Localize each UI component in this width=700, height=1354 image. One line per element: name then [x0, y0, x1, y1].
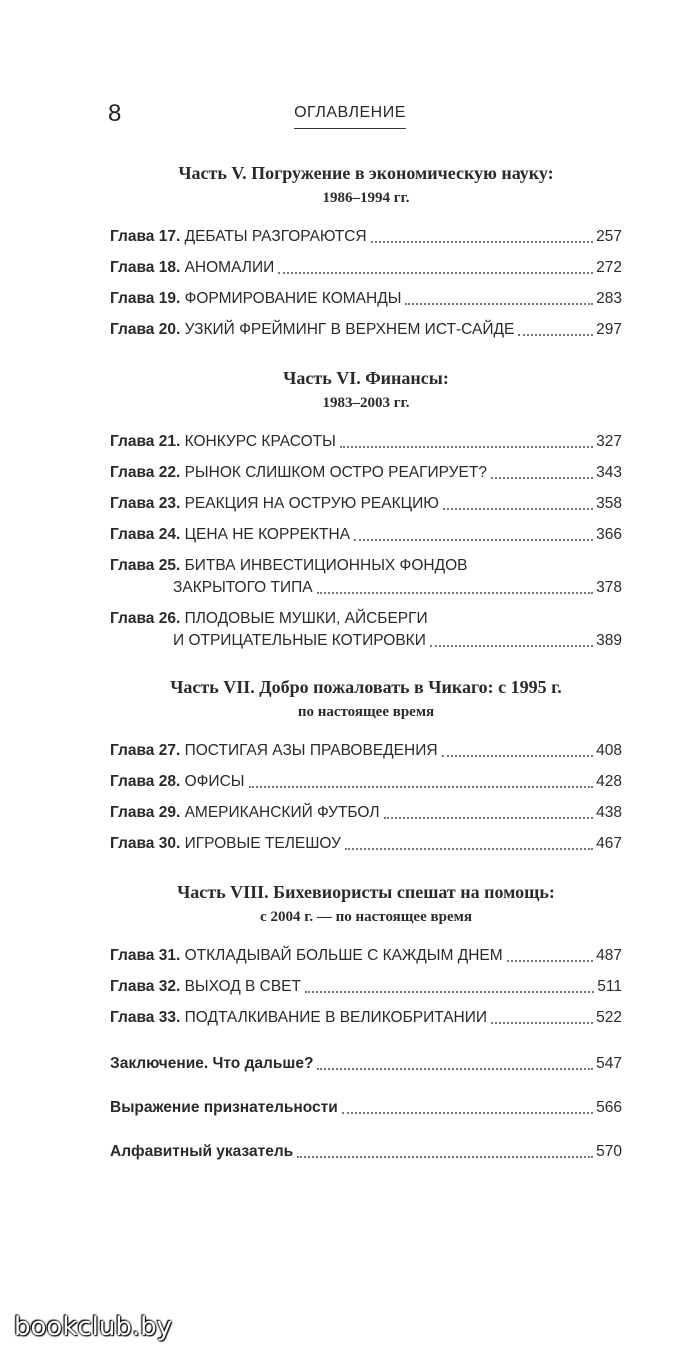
part-subtitle: по настоящее время: [297, 704, 435, 720]
chapter-title: ПЛОДОВЫЕ МУШКИ, АЙСБЕРГИ: [184, 610, 428, 627]
chapter-label: Глава 20.: [110, 321, 181, 338]
chapter-page: 487: [596, 947, 622, 964]
dot-leader: [518, 334, 593, 336]
chapter-page: 522: [596, 1009, 622, 1026]
toc-entry[interactable]: [110, 493, 622, 515]
toc-entry[interactable]: [110, 771, 622, 793]
dot-leader: [345, 848, 593, 850]
part-subtitle: 1986–1994 гг.: [322, 190, 410, 206]
running-head: [0, 104, 700, 129]
toc-entry[interactable]: [110, 1007, 622, 1029]
chapter-title: АМЕРИКАНСКИЙ ФУТБОЛ: [184, 804, 380, 821]
chapter-page: 358: [596, 495, 622, 512]
dot-leader: [443, 508, 593, 510]
chapter-label: Глава 30.: [110, 835, 181, 852]
chapter-title: ДЕБАТЫ РАЗГОРАЮТСЯ: [184, 228, 367, 245]
toc-entry[interactable]: [110, 945, 622, 967]
dot-leader: [354, 539, 593, 541]
chapter-page: 428: [596, 773, 622, 790]
chapter-label: Глава 27.: [110, 742, 181, 759]
chapter-label: Глава 25.: [110, 557, 181, 574]
page-number: 8: [108, 100, 122, 127]
chapter-title: АНОМАЛИИ: [184, 259, 275, 276]
chapter-label: Глава 24.: [110, 526, 181, 543]
entry-page: 547: [596, 1055, 622, 1072]
chapter-title: УЗКИЙ ФРЕЙМИНГ В ВЕРХНЕМ ИСТ-САЙДЕ: [184, 321, 515, 338]
dot-leader: [384, 817, 594, 819]
part-heading: [110, 160, 622, 210]
chapter-label: Глава 22.: [110, 464, 181, 481]
toc-entry[interactable]: [110, 802, 622, 824]
chapter-page: 366: [596, 526, 622, 543]
entry-title: Заключение. Что дальше?: [110, 1055, 314, 1072]
chapter-label: Глава 32.: [110, 978, 181, 995]
toc-entry-acknowledgements[interactable]: [110, 1097, 622, 1119]
chapter-title: ЦЕНА НЕ КОРРЕКТНА: [184, 526, 351, 543]
chapter-page: 438: [596, 804, 622, 821]
chapter-label: Глава 33.: [110, 1009, 181, 1026]
dot-leader: [405, 303, 593, 305]
dot-leader: [340, 446, 593, 448]
part-title: Часть VI. Финансы:: [283, 368, 449, 388]
entry-page: 570: [596, 1143, 622, 1160]
dot-leader: [371, 241, 594, 243]
toc-entry[interactable]: [110, 288, 622, 310]
toc-entry[interactable]: [110, 976, 622, 998]
chapter-label: Глава 21.: [110, 433, 181, 450]
dot-leader: [317, 592, 594, 594]
dot-leader: [297, 1156, 593, 1158]
chapter-page: 297: [596, 321, 622, 338]
toc-entry[interactable]: [110, 431, 622, 453]
toc-entry-index[interactable]: [110, 1141, 622, 1163]
chapter-title: РЕАКЦИЯ НА ОСТРУЮ РЕАКЦИЮ: [184, 495, 439, 512]
chapter-page: 327: [596, 433, 622, 450]
chapter-title: ПОДТАЛКИВАНИЕ В ВЕЛИКОБРИТАНИИ: [184, 1009, 488, 1026]
part-subtitle: с 2004 г. — по настоящее время: [260, 909, 472, 925]
toc-entry-conclusion[interactable]: [110, 1053, 622, 1075]
chapter-label: Глава 26.: [110, 610, 181, 627]
chapter-title: ПОСТИГАЯ АЗЫ ПРАВОВЕДЕНИЯ: [184, 742, 438, 759]
chapter-page: 272: [596, 259, 622, 276]
part-subtitle: 1983–2003 гг.: [322, 395, 410, 411]
dot-leader: [305, 991, 594, 993]
chapter-page: 511: [597, 978, 622, 995]
dot-leader: [317, 1068, 593, 1070]
part-heading: [110, 674, 622, 724]
part-heading: [110, 879, 622, 929]
chapter-title: ОТКЛАДЫВАЙ БОЛЬШЕ С КАЖДЫМ ДНЕМ: [184, 947, 503, 964]
chapter-page: 257: [596, 228, 622, 245]
table-of-contents: [110, 160, 622, 1163]
dot-leader: [507, 960, 593, 962]
part-title: Часть VII. Добро пожаловать в Чикаго: с 1995 г.: [170, 677, 562, 697]
chapter-title: РЫНОК СЛИШКОМ ОСТРО РЕАГИРУЕТ?: [184, 464, 487, 481]
chapter-page: 467: [596, 835, 622, 852]
entry-title: Алфавитный указатель: [110, 1143, 294, 1160]
chapter-title: БИТВА ИНВЕСТИЦИОННЫХ ФОНДОВ: [184, 557, 468, 574]
chapter-page: 408: [596, 742, 622, 759]
toc-entry[interactable]: [110, 555, 622, 599]
part-heading: [110, 365, 622, 415]
chapter-label: Глава 19.: [110, 290, 181, 307]
dot-leader: [249, 786, 594, 788]
running-head-text: ОГЛАВЛЕНИЕ: [294, 104, 406, 129]
chapter-title: ФОРМИРОВАНИЕ КОМАНДЫ: [184, 290, 402, 307]
toc-entry[interactable]: [110, 226, 622, 248]
chapter-title: ИГРОВЫЕ ТЕЛЕШОУ: [184, 835, 341, 852]
chapter-label: Глава 29.: [110, 804, 181, 821]
dot-leader: [430, 645, 593, 647]
toc-entry[interactable]: [110, 740, 622, 762]
toc-entry[interactable]: [110, 319, 622, 341]
chapter-page: 343: [596, 464, 622, 481]
part-title: Часть V. Погружение в экономическую науку:: [178, 163, 554, 183]
dot-leader: [491, 477, 593, 479]
chapter-page: 378: [596, 579, 622, 596]
chapter-label: Глава 17.: [110, 228, 181, 245]
chapter-page: 389: [596, 632, 622, 649]
chapter-title: КОНКУРС КРАСОТЫ: [184, 433, 336, 450]
dot-leader: [442, 755, 594, 757]
entry-title: Выражение признательности: [110, 1099, 338, 1116]
chapter-page: 283: [596, 290, 622, 307]
dot-leader: [278, 272, 593, 274]
dot-leader: [491, 1022, 593, 1024]
chapter-label: Глава 28.: [110, 773, 181, 790]
chapter-title-continued: И ОТРИЦАТЕЛЬНЫЕ КОТИРОВКИ: [173, 632, 426, 649]
chapter-title: ОФИСЫ: [184, 773, 245, 790]
toc-entry[interactable]: [110, 257, 622, 279]
part-title: Часть VIII. Бихевиористы спешат на помощь:: [177, 882, 555, 902]
chapter-label: Глава 31.: [110, 947, 181, 964]
dot-leader: [342, 1112, 593, 1114]
toc-entry[interactable]: [110, 462, 622, 484]
toc-entry[interactable]: [110, 608, 622, 652]
toc-entry[interactable]: [110, 833, 622, 855]
chapter-title: ВЫХОД В СВЕТ: [184, 978, 301, 995]
chapter-label: Глава 23.: [110, 495, 181, 512]
chapter-label: Глава 18.: [110, 259, 181, 276]
chapter-title-continued: ЗАКРЫТОГО ТИПА: [173, 579, 313, 596]
entry-page: 566: [596, 1099, 622, 1116]
watermark: bookclub.by: [14, 1312, 173, 1342]
toc-entry[interactable]: [110, 524, 622, 546]
